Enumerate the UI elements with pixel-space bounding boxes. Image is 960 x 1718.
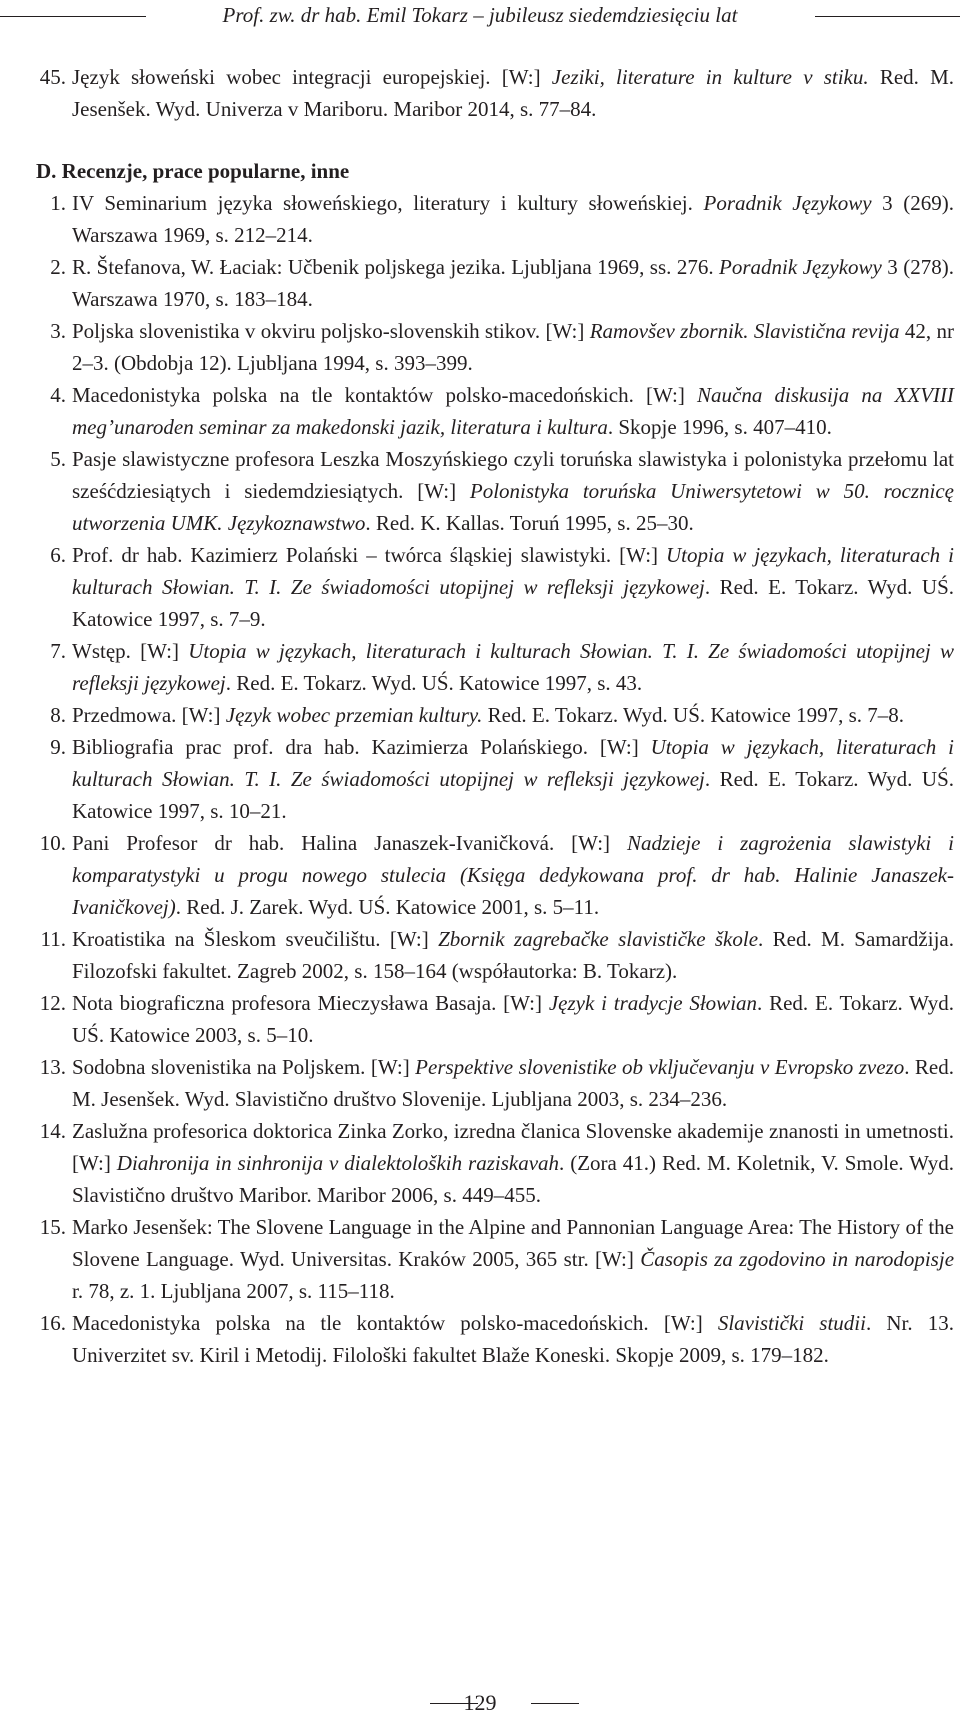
- bibliography-entry: [36, 61, 954, 125]
- entry-text: Kroatistika na Šleskom sveučilištu. [W:]: [72, 927, 439, 951]
- entry-title-italic: Nadzieje i zagrożenia slawistyki i komparatystyki u progu nowego stulecia (Księga dedykowana prof. dr hab. Halinie Janaszek-Ivaničkovej): [72, 831, 954, 919]
- entry-number: 15.: [39, 1215, 66, 1239]
- bibliography-entry: [36, 187, 954, 251]
- page-number: 129: [463, 1690, 497, 1715]
- entry-text: . Red. E. Tokarz. Wyd. UŚ. Katowice 1997, s. 7–9.: [72, 575, 954, 631]
- entry-title-italic: Utopia w językach, literaturach i kulturach Słowian. T. I. Ze świadomości utopijnej w refleksji językowej: [72, 639, 954, 695]
- bibliography-entry: [36, 1051, 954, 1115]
- entry-text: r. 78, z. 1. Ljubljana 2007, s. 115–118.: [72, 1279, 395, 1303]
- header-rule-right: [815, 16, 960, 17]
- entry-text: 3 (269). Warszawa 1969, s. 212–214.: [72, 191, 954, 247]
- footer-dash-right: [531, 1703, 579, 1704]
- bibliography-entry: [36, 635, 954, 699]
- bibliography-entry: [36, 1211, 954, 1307]
- entry-number: 12.: [39, 991, 66, 1015]
- entry-text: . Nr. 13. Univerzitet sv. Kiril i Metodij. Filološki fakultet Blaže Koneski. Skopje 2009, s. 179–182.: [72, 1311, 955, 1367]
- entry-text: . Red. M. Jesenšek. Wyd. Slavistično društvo Slovenije. Ljubljana 2003, s. 234–236.: [72, 1055, 954, 1111]
- entry-text: Wstęp. [W:]: [72, 639, 189, 663]
- entry-title-italic: Diahronija in sinhronija v dialektoloških raziskavah: [116, 1151, 560, 1175]
- bibliography-entry: [36, 1115, 954, 1211]
- entry-title-italic: Polonistyka toruńska Uniwersytetowi w 50. rocznicę utworzenia UMK. Językoznawstwo: [72, 479, 955, 535]
- entry-text: . Red. M. Samardžija. Filozofski fakultet. Zagreb 2002, s. 158–164 (współautorka: B. Tokarz).: [72, 927, 954, 983]
- entry-text: Bibliografia prac prof. dra hab. Kazimierza Polańskiego. [W:]: [72, 735, 651, 759]
- entry-number: 6.: [50, 543, 66, 567]
- entry-number: 5.: [50, 447, 66, 471]
- entry-text: . Red. E. Tokarz. Wyd. UŚ. Katowice 2003, s. 5–10.: [72, 991, 954, 1047]
- entry-text: IV Seminarium języka słoweńskiego, literatury i kultury słoweńskiej.: [72, 191, 704, 215]
- entry-title-italic: Časopis za zgodovino in narodopisje: [640, 1247, 955, 1271]
- running-header: [0, 0, 960, 32]
- bibliography-entry: [36, 539, 954, 635]
- entry-title-italic: Perspektive slovenistike ob vključevanju v Evropsko zvezo: [415, 1055, 905, 1079]
- entry-text: Red. M. Jesenšek. Wyd. Univerza v Mariboru. Maribor 2014, s. 77–84.: [72, 65, 955, 121]
- entry-text: . Red. E. Tokarz. Wyd. UŚ. Katowice 1997, s. 10–21.: [72, 767, 954, 823]
- entry-number: 11.: [40, 927, 66, 951]
- entry-text: Marko Jesenšek: The Slovene Language in the Alpine and Pannonian Language Area: The History of the Slovene Language. Wyd. Universitas. Kraków 2005, 365 str. [W:]: [72, 1215, 954, 1271]
- entry-text: Poljska slovenistika v okviru poljsko-slovenskih stikov. [W:]: [72, 319, 590, 343]
- entry-number: 13.: [39, 1055, 66, 1079]
- entry-number: 45.: [39, 65, 66, 89]
- entry-text: . Skopje 1996, s. 407–410.: [607, 415, 832, 439]
- entry-title-italic: Slavistički studii: [717, 1311, 866, 1335]
- entry-text: . Red. E. Tokarz. Wyd. UŚ. Katowice 1997, s. 43.: [225, 671, 643, 695]
- page-footer: [0, 1690, 960, 1716]
- bibliography-entry: [36, 315, 954, 379]
- entry-number: 3.: [50, 319, 66, 343]
- entry-text: Pasje slawistyczne profesora Leszka Moszyńskiego czyli toruńska slawistyka i polonistyka przełomu lat sześćdziesiątych i siedemdziesiątych. [W:]: [72, 447, 954, 503]
- entry-title-italic: Zbornik zagrebačke slavističke škole: [438, 927, 759, 951]
- entry-number: 16.: [39, 1311, 66, 1335]
- entry-title-italic: Naučna diskusija na XXVIII meg’unaroden seminar za makedonski jazik, literatura i kultura: [72, 383, 955, 439]
- entry-text: R. Štefanova, W. Łaciak: Učbenik poljskega jezika. Ljubljana 1969, ss. 276.: [72, 255, 719, 279]
- entries-list: [36, 187, 954, 1371]
- bibliography-entry: [36, 443, 954, 539]
- section-heading: D. Recenzje, prace popularne, inne: [36, 159, 350, 183]
- entry-text: Nota biograficzna profesora Mieczysława Basaja. [W:]: [72, 991, 549, 1015]
- running-title: Prof. zw. dr hab. Emil Tokarz – jubileusz siedemdziesięciu lat: [222, 3, 738, 27]
- entry-text: Zaslužna profesorica doktorica Zinka Zorko, izredna članica Slovenske akademije znanosti in umetnosti. [W:]: [72, 1119, 954, 1175]
- entry-number: 7.: [50, 639, 66, 663]
- entry-number: 2.: [50, 255, 66, 279]
- entry-text: Red. E. Tokarz. Wyd. UŚ. Katowice 1997, s. 7–8.: [482, 703, 905, 727]
- entry-text: Prof. dr hab. Kazimierz Polański – twórca śląskiej slawistyki. [W:]: [72, 543, 667, 567]
- bibliography-entry: [36, 987, 954, 1051]
- entry-text: Sodobna slovenistika na Poljskem. [W:]: [72, 1055, 416, 1079]
- entry-title-italic: Utopia w językach, literaturach i kulturach Słowian. T. I. Ze świadomości utopijnej w refleksji językowej: [72, 735, 954, 791]
- bibliography-entry: [36, 1307, 954, 1371]
- entry-number: 14.: [39, 1119, 66, 1143]
- entry-title-italic: Poradnik Językowy: [703, 191, 872, 215]
- entry-title-italic: Ramovšev zbornik. Slavistična revija: [589, 319, 900, 343]
- bibliography-entry: [36, 923, 954, 987]
- bibliography-entry: [36, 699, 954, 731]
- entry-number: 1.: [50, 191, 66, 215]
- entry-number: 9.: [50, 735, 66, 759]
- bibliography-body: [36, 61, 954, 1371]
- entry-title-italic: Utopia w językach, literaturach i kulturach Słowian. T. I. Ze świadomości utopijnej w refleksji językowej: [72, 543, 954, 599]
- entry-text: . Red. K. Kallas. Toruń 1995, s. 25–30.: [365, 511, 694, 535]
- entry-title-italic: Język wobec przemian kultury.: [225, 703, 483, 727]
- entry-number: 10.: [39, 831, 66, 855]
- bibliography-entry: [36, 827, 954, 923]
- entry-number: 8.: [50, 703, 66, 727]
- entry-text: Język słoweński wobec integracji europejskiej. [W:]: [72, 65, 552, 89]
- entry-text: . (Zora 41.) Red. M. Koletnik, V. Smole. Wyd. Slavistično društvo Maribor. Maribor 2006, s. 449–455.: [72, 1151, 954, 1207]
- entry-text: Macedonistyka polska na tle kontaktów polsko-macedońskich. [W:]: [72, 1311, 718, 1335]
- bibliography-entry: [36, 251, 954, 315]
- entry-text: Pani Profesor dr hab. Halina Janaszek-Ivaničková. [W:]: [72, 831, 627, 855]
- entry-text: Macedonistyka polska na tle kontaktów polsko-macedońskich. [W:]: [72, 383, 698, 407]
- entry-text: 42, nr 2–3. (Obdobja 12). Ljubljana 1994, s. 393–399.: [72, 319, 954, 375]
- bibliography-entry: [36, 379, 954, 443]
- bibliography-entry: [36, 731, 954, 827]
- entry-text: Przedmowa. [W:]: [72, 703, 226, 727]
- entry-title-italic: Poradnik Językowy: [719, 255, 882, 279]
- entry-title-italic: Jeziki, literature in kulture v stiku.: [551, 65, 869, 89]
- entry-title-italic: Język i tradycje Słowian: [548, 991, 758, 1015]
- entry-text: 3 (278). Warszawa 1970, s. 183–184.: [72, 255, 954, 311]
- entry-number: 4.: [50, 383, 66, 407]
- entry-text: . Red. J. Zarek. Wyd. UŚ. Katowice 2001, s. 5–11.: [175, 895, 600, 919]
